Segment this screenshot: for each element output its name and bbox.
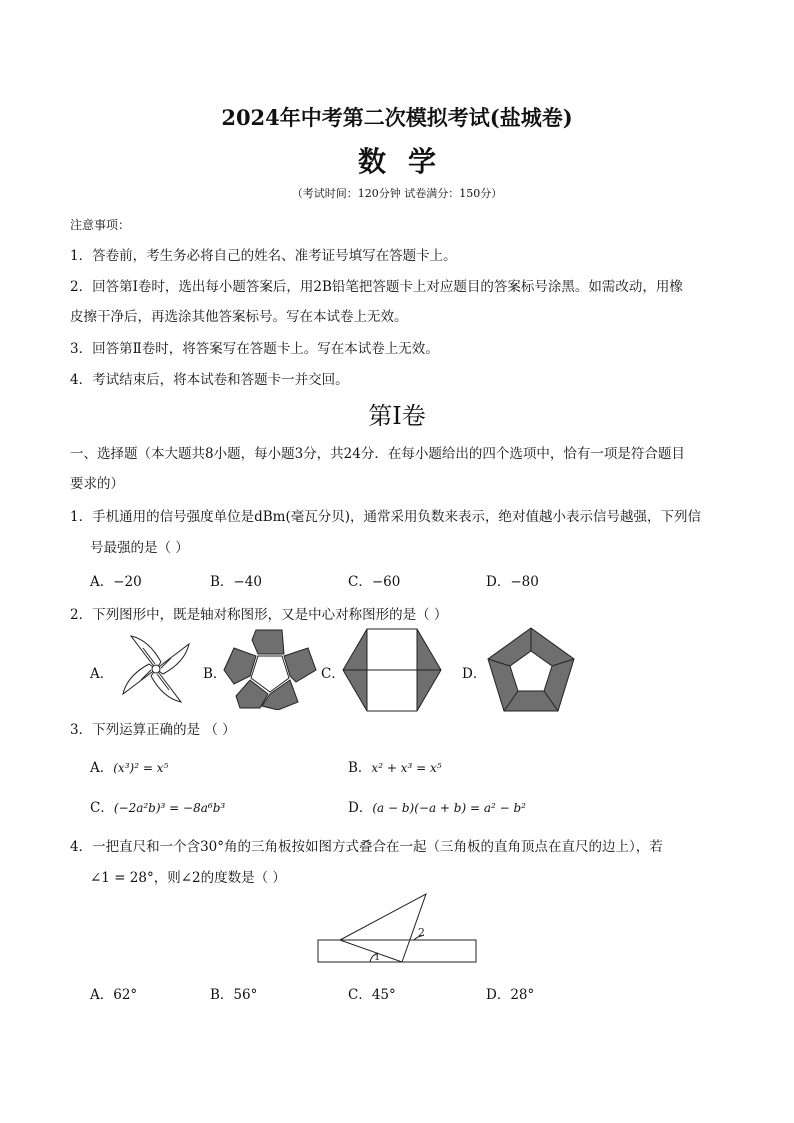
section1-heading: 一、选择题（本大题共8小题，每小题3分，共24分．在每小题给出的四个选项中，恰有一项是符合题目 bbox=[70, 446, 685, 462]
q4-option-a[interactable]: A．62° bbox=[90, 987, 138, 1003]
q2-option-d-label[interactable]: D． bbox=[462, 666, 487, 682]
note-item-3: 3．回答第Ⅱ卷时，将答案写在答题卡上。写在本试卷上无效。 bbox=[70, 341, 439, 357]
q3-stem: 3．下列运算正确的是 （ ） bbox=[70, 722, 236, 738]
q3-option-c-label: C． bbox=[90, 800, 114, 816]
q3-option-b-label: B． bbox=[348, 760, 372, 776]
angle-2-label: 2 bbox=[418, 926, 425, 939]
q4-option-c[interactable]: C．45° bbox=[348, 987, 396, 1003]
q3-option-b-expr: x² + x³ = x⁵ bbox=[371, 761, 442, 775]
q1-stem: 1．手机通用的信号强度单位是dBm(毫瓦分贝)，通常采用负数来表示，绝对值越小表示信号越强，下列信 bbox=[70, 509, 701, 525]
q1-option-c[interactable]: C．−60 bbox=[348, 574, 401, 590]
q3-option-b[interactable] bbox=[348, 756, 442, 776]
note-item-1: 1．答卷前，考生务必将自己的姓名、准考证号填写在答题卡上。 bbox=[70, 248, 457, 264]
q3-option-a-label: A． bbox=[90, 760, 114, 776]
q2-option-a-label[interactable]: A． bbox=[90, 666, 114, 682]
q3-option-a-expr: (x³)² = x⁵ bbox=[113, 761, 169, 775]
q3-option-d-label: D． bbox=[348, 800, 373, 816]
q2-option-b-label[interactable]: B． bbox=[203, 666, 227, 682]
q3-option-d[interactable] bbox=[348, 796, 526, 816]
q3-option-a[interactable] bbox=[90, 756, 168, 776]
q3-option-c[interactable] bbox=[90, 796, 225, 816]
note-item-2-cont: 皮擦干净后，再选涂其他答案标号。写在本试卷上无效。 bbox=[70, 309, 408, 325]
pentagon-flower-figure bbox=[222, 626, 318, 710]
q1-option-b[interactable]: B．−40 bbox=[210, 574, 262, 590]
q3-option-c-expr: (−2a²b)³ = −8a⁶b³ bbox=[113, 801, 226, 815]
subject-title: 数学 bbox=[357, 145, 458, 178]
part-title: 第Ⅰ卷 bbox=[368, 402, 426, 430]
q3-option-d-expr: (a − b)(−a + b) = a² − b² bbox=[372, 801, 526, 815]
notes-heading: 注意事项： bbox=[70, 218, 131, 232]
q1-option-d[interactable]: D．−80 bbox=[486, 574, 539, 590]
q1-option-a[interactable]: A．−20 bbox=[90, 574, 142, 590]
pinwheel-figure bbox=[115, 628, 197, 710]
pentagon-ring-figure bbox=[486, 627, 576, 713]
note-item-2: 2．回答第Ⅰ卷时，选出每小题答案后，用2B铅笔把答题卡上对应题目的答案标号涂黑。如需改动，用橡 bbox=[70, 279, 683, 295]
section1-heading-cont: 要求的） bbox=[70, 476, 124, 492]
q4-stem-cont: ∠1 = 28°，则∠2的度数是（ ） bbox=[90, 870, 286, 886]
ruler-triangle-figure bbox=[316, 892, 478, 966]
exam-info: （考试时间：120分钟 试卷满分：150分） bbox=[291, 187, 503, 200]
q4-option-d[interactable]: D．28° bbox=[486, 987, 535, 1003]
q4-stem: 4．一把直尺和一个含30°角的三角板按如图方式叠合在一起（三角板的直角顶点在直尺的边上），若 bbox=[70, 839, 663, 855]
q2-stem: 2．下列图形中，既是轴对称图形，又是中心对称图形的是（ ） bbox=[70, 607, 448, 623]
angle-1-label: 1 bbox=[374, 952, 381, 963]
note-item-4: 4．考试结束后，将本试卷和答题卡一并交回。 bbox=[70, 372, 349, 388]
hexagon-figure bbox=[342, 628, 442, 712]
exam-title: 2024年中考第二次模拟考试(盐城卷) bbox=[221, 105, 573, 130]
q2-option-c-label[interactable]: C． bbox=[321, 666, 345, 682]
q1-stem-cont: 号最强的是（ ） bbox=[90, 540, 189, 556]
q4-option-b[interactable]: B．56° bbox=[210, 987, 258, 1003]
